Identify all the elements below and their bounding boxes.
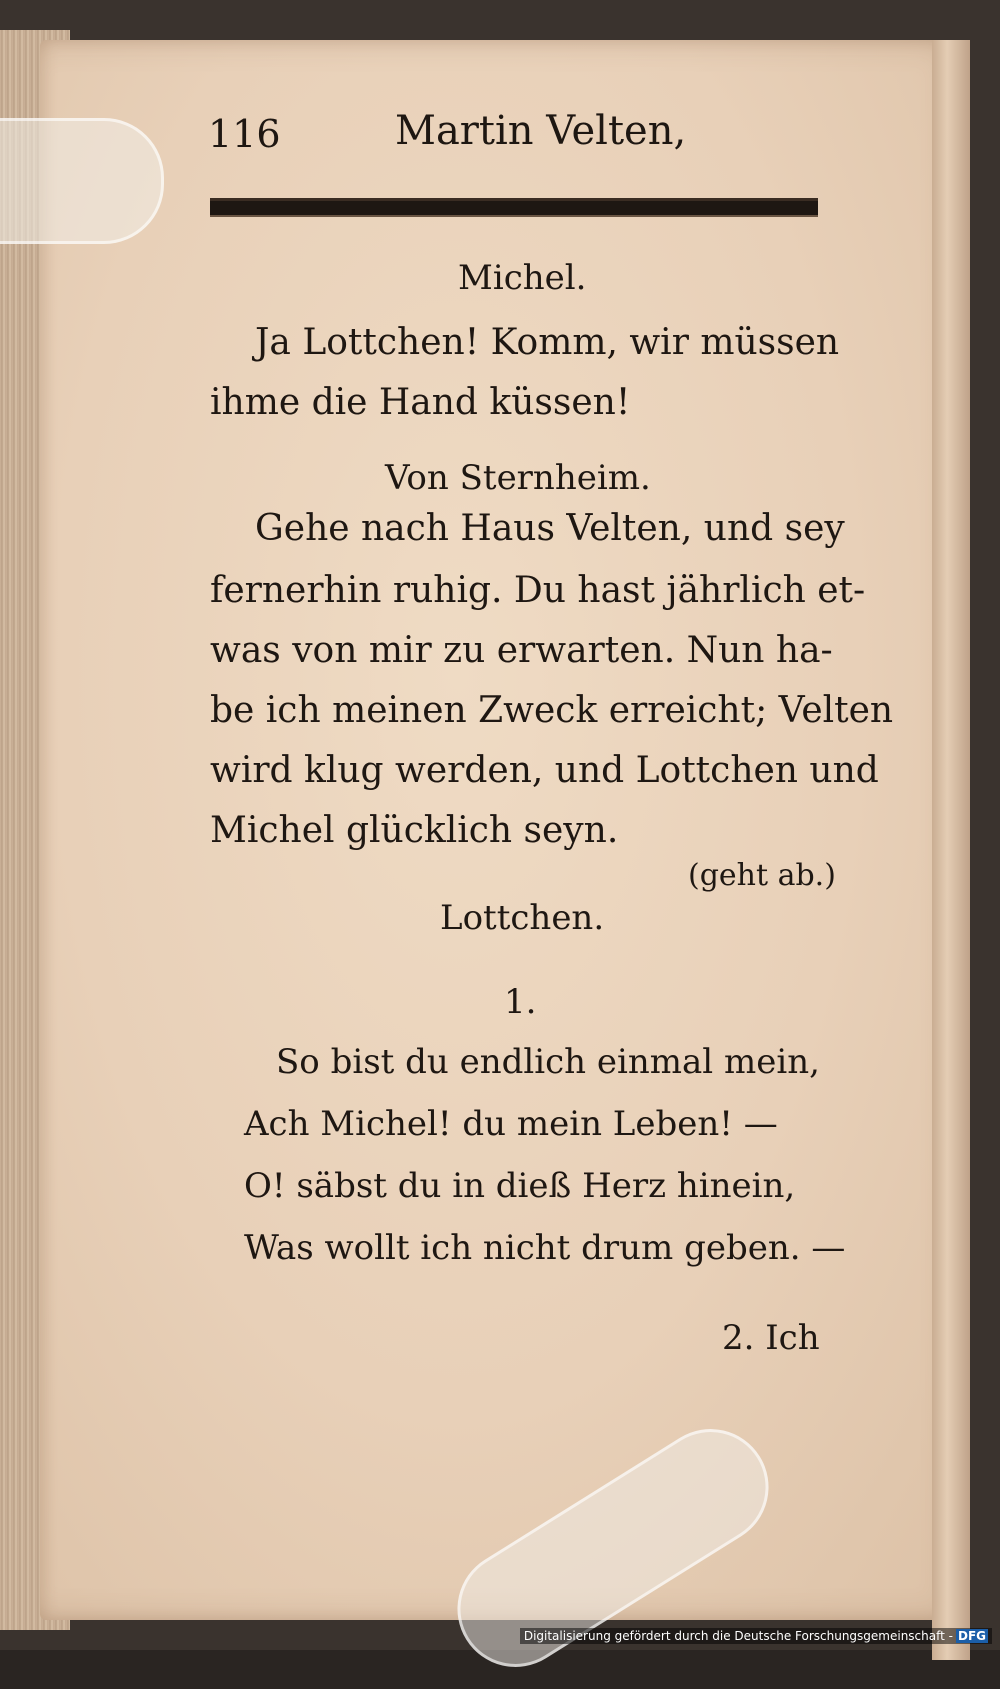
stanza-number: 1. [504, 982, 537, 1022]
speech-line: fernerhin ruhig. Du hast jährlich et- [210, 570, 866, 611]
page-right-edge [932, 40, 970, 1660]
credit-text: Digitalisierung gefördert durch die Deutsche Forschungsgemeinschaft - [523, 1629, 953, 1643]
page-clip-top [0, 118, 164, 244]
speech-line: Ja Lottchen! Komm, wir müssen [255, 322, 840, 363]
speech-line: was von mir zu erwarten. Nun ha- [210, 630, 833, 671]
verse-line: Was wollt ich nicht drum geben. — [244, 1228, 846, 1268]
speaker-von-sternheim: Von Sternheim. [385, 458, 651, 498]
speech-line: Gehe nach Haus Velten, und sey [255, 508, 845, 549]
verse-line: So bist du endlich einmal mein, [276, 1042, 820, 1082]
page-number: 116 [208, 112, 281, 156]
digitization-credit [520, 1628, 992, 1644]
verse-line: O! säbst du in dieß Herz hinein, [244, 1166, 796, 1206]
stage-direction: (geht ab.) [688, 858, 836, 893]
speech-line: Michel glücklich seyn. [210, 810, 619, 851]
speech-line: wird klug werden, und Lottchen und [210, 750, 879, 791]
speech-line: ihme die Hand küssen! [210, 382, 631, 423]
catchword: 2. Ich [722, 1318, 820, 1358]
speaker-lottchen: Lottchen. [440, 898, 605, 938]
verse-line: Ach Michel! du mein Leben! — [244, 1104, 778, 1144]
dfg-logo: DFG [957, 1629, 986, 1643]
running-title: Martin Velten, [395, 108, 687, 154]
header-rule [210, 198, 818, 217]
speaker-michel: Michel. [458, 258, 587, 298]
speech-line: be ich meinen Zweck erreicht; Velten [210, 690, 894, 731]
